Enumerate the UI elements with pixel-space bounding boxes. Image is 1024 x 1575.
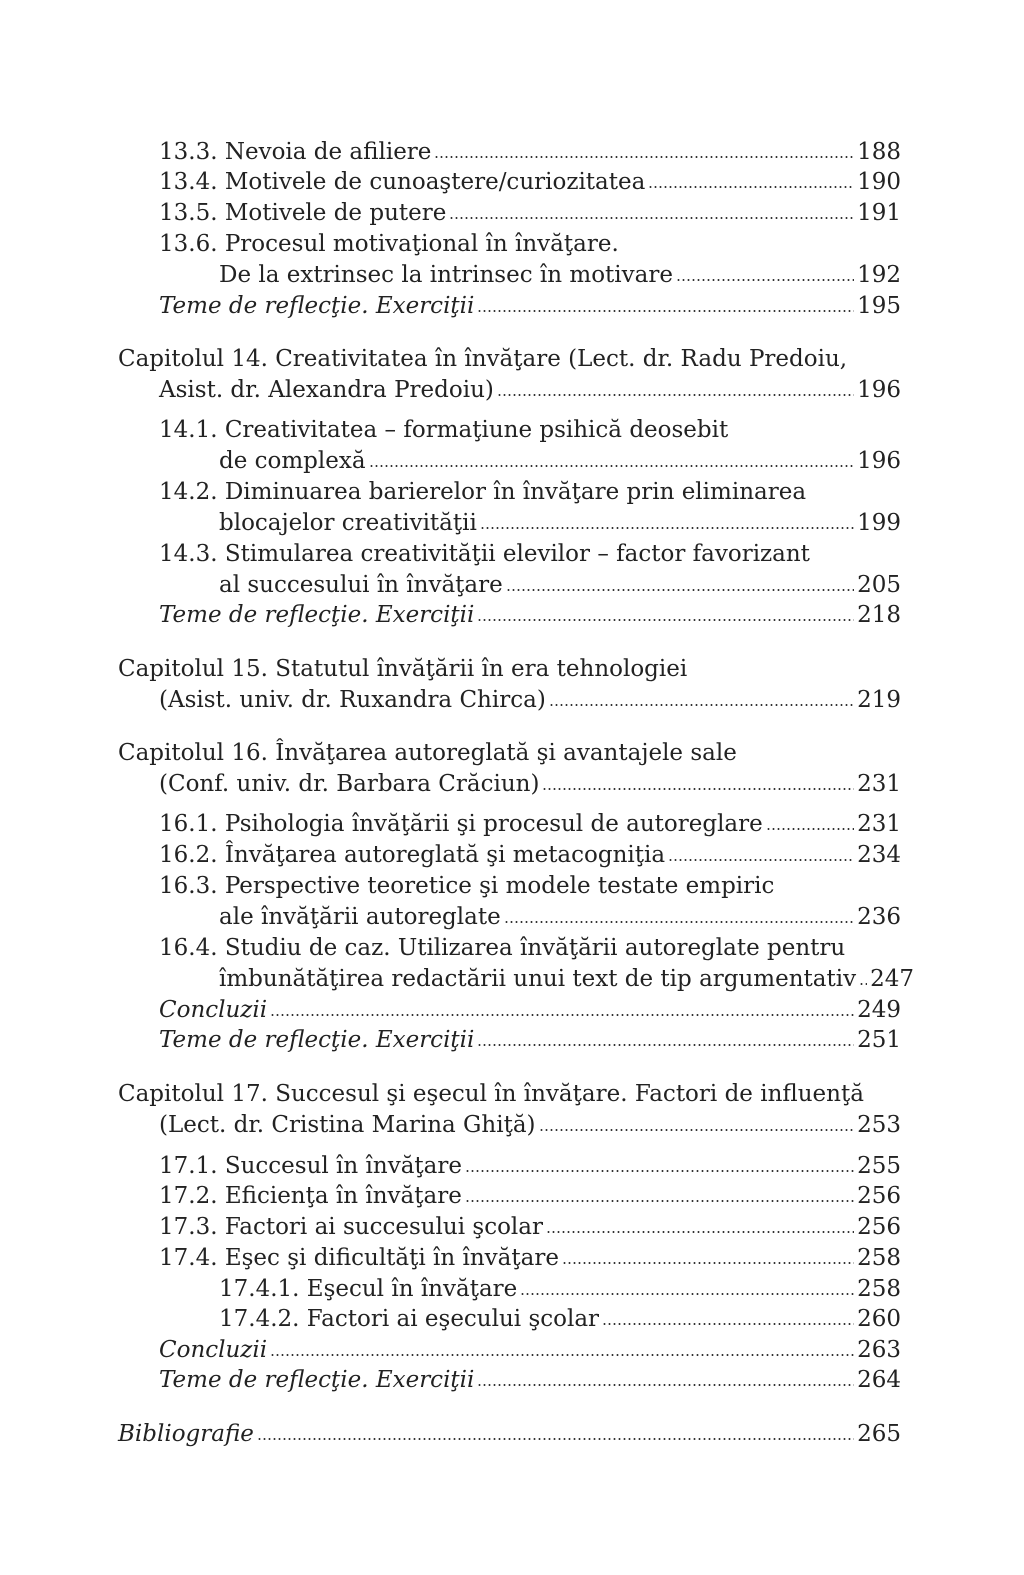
toc-entry-label: 13.5. Motivele de putere bbox=[159, 200, 447, 226]
toc-entry bbox=[159, 1213, 901, 1241]
toc-entry-page: 231 bbox=[857, 771, 901, 797]
toc-entry-page: 196 bbox=[857, 448, 901, 474]
toc-entry-page: 255 bbox=[857, 1153, 901, 1179]
toc-entry-page: 219 bbox=[857, 687, 901, 713]
toc-entry-label: al succesului în învăţare bbox=[219, 572, 503, 598]
toc-entry-page: 256 bbox=[857, 1214, 901, 1240]
dot-leader bbox=[549, 698, 854, 707]
dot-leader bbox=[504, 915, 854, 924]
toc-entry-label: De la extrinsec la intrinsec în motivare bbox=[219, 262, 673, 288]
toc-entry bbox=[159, 416, 901, 444]
toc-entry-label: Asist. dr. Alexandra Predoiu) bbox=[159, 377, 494, 403]
dot-leader bbox=[477, 304, 854, 313]
toc-entry-page: 199 bbox=[857, 510, 901, 536]
toc-entry-label: Capitolul 15. Statutul învăţării în era tehnologiei bbox=[118, 656, 688, 682]
toc-chapter bbox=[118, 1080, 901, 1108]
dot-leader bbox=[506, 583, 854, 592]
toc-entry-label: Capitolul 17. Succesul şi eşecul în învăţare. Factori de influenţă bbox=[118, 1081, 864, 1107]
toc-entry bbox=[159, 996, 901, 1024]
toc-entry-page: 196 bbox=[857, 377, 901, 403]
toc-entry-label: 16.1. Psihologia învăţării şi procesul de autoreglare bbox=[159, 811, 763, 837]
toc-entry bbox=[159, 601, 901, 629]
toc-entry-page: 256 bbox=[857, 1183, 901, 1209]
toc-entry bbox=[159, 1111, 901, 1139]
dot-leader bbox=[668, 853, 854, 862]
toc-entry-label: 14.2. Diminuarea barierelor în învăţare prin eliminarea bbox=[159, 479, 807, 505]
toc-entry-label: blocajelor creativităţii bbox=[219, 510, 477, 536]
toc-entry-label: Teme de reflecţie. Exerciţii bbox=[159, 1367, 475, 1393]
toc-entry bbox=[219, 509, 901, 537]
toc-entry-label: Concluzii bbox=[159, 1337, 268, 1363]
dot-leader bbox=[257, 1432, 854, 1441]
dot-leader bbox=[542, 782, 854, 791]
toc-entry-page: 251 bbox=[857, 1027, 901, 1053]
toc-entry-page: 253 bbox=[857, 1112, 901, 1138]
toc-entry bbox=[159, 478, 901, 506]
dot-leader bbox=[270, 1348, 854, 1357]
toc-entry-label: 14.3. Stimularea creativităţii elevilor – factor favorizant bbox=[159, 541, 810, 567]
toc-entry-page: 260 bbox=[857, 1306, 901, 1332]
toc-entry bbox=[159, 686, 901, 714]
toc-entry-label: 16.2. Învăţarea autoreglată şi metacogniţia bbox=[159, 842, 666, 868]
toc-entry-label: Teme de reflecţie. Exerciţii bbox=[159, 602, 475, 628]
dot-leader bbox=[369, 459, 855, 468]
toc-entry bbox=[219, 965, 914, 993]
dot-leader bbox=[562, 1256, 854, 1265]
toc-entry-label: 13.3. Nevoia de afiliere bbox=[159, 139, 432, 165]
dot-leader bbox=[546, 1225, 854, 1234]
dot-leader bbox=[602, 1317, 854, 1326]
toc-entry-page: 190 bbox=[857, 169, 901, 195]
dot-leader bbox=[477, 613, 854, 622]
toc-entry-label: Teme de reflecţie. Exerciţii bbox=[159, 1027, 475, 1053]
dot-leader bbox=[465, 1194, 854, 1203]
toc-entry-page: 265 bbox=[857, 1421, 901, 1447]
dot-leader bbox=[270, 1008, 854, 1017]
toc-entry bbox=[159, 292, 901, 320]
toc-entry bbox=[219, 903, 901, 931]
toc-chapter bbox=[118, 345, 901, 373]
toc-entry bbox=[159, 1244, 901, 1272]
toc-entry bbox=[219, 1305, 901, 1333]
toc-entry bbox=[219, 447, 901, 475]
dot-leader bbox=[465, 1164, 854, 1173]
toc-entry bbox=[159, 540, 901, 568]
toc-entry bbox=[159, 841, 901, 869]
toc-entry bbox=[219, 571, 901, 599]
toc-entry-page: 205 bbox=[857, 572, 901, 598]
toc-entry-label: 17.4. Eşec şi dificultăţi în învăţare bbox=[159, 1245, 559, 1271]
toc-entry bbox=[219, 261, 901, 289]
dot-leader bbox=[859, 977, 867, 986]
toc-entry-page: 195 bbox=[857, 293, 901, 319]
toc-entry-page: 258 bbox=[857, 1245, 901, 1271]
toc-entry-label: 17.3. Factori ai succesului şcolar bbox=[159, 1214, 543, 1240]
dot-leader bbox=[766, 822, 854, 831]
toc-entry bbox=[159, 770, 901, 798]
toc-entry-page: 231 bbox=[857, 811, 901, 837]
toc-entry-label: de complexă bbox=[219, 448, 366, 474]
toc-entry-page: 188 bbox=[857, 139, 901, 165]
dot-leader bbox=[648, 180, 854, 189]
toc-entry bbox=[159, 376, 901, 404]
toc-entry-page: 236 bbox=[857, 904, 901, 930]
toc-entry bbox=[159, 810, 901, 838]
dot-leader bbox=[539, 1123, 855, 1132]
dot-leader bbox=[520, 1287, 854, 1296]
dot-leader bbox=[676, 273, 854, 282]
toc-entry bbox=[159, 168, 901, 196]
toc-entry-label: 17.1. Succesul în învăţare bbox=[159, 1153, 462, 1179]
toc-entry-label: 16.3. Perspective teoretice şi modele testate empiric bbox=[159, 873, 775, 899]
toc-entry-page: 264 bbox=[857, 1367, 901, 1393]
toc-entry-page: 263 bbox=[857, 1337, 901, 1363]
toc-entry-label: Concluzii bbox=[159, 997, 268, 1023]
toc-entry-label: 16.4. Studiu de caz. Utilizarea învăţării autoreglate pentru bbox=[159, 935, 846, 961]
toc-entry-label: Bibliografie bbox=[118, 1421, 254, 1447]
toc-entry-label: (Conf. univ. dr. Barbara Crăciun) bbox=[159, 771, 540, 797]
toc-entry-label: Capitolul 14. Creativitatea în învăţare (Lect. dr. Radu Predoiu, bbox=[118, 346, 848, 372]
toc-chapter bbox=[118, 739, 901, 767]
toc-entry bbox=[159, 1366, 901, 1394]
dot-leader bbox=[480, 521, 854, 530]
toc-entry-page: 191 bbox=[857, 200, 901, 226]
toc-entry bbox=[159, 934, 901, 962]
toc-entry-label: 17.4.2. Factori ai eşecului şcolar bbox=[219, 1306, 600, 1332]
toc-entry-page: 247 bbox=[870, 966, 914, 992]
toc-entry-page: 192 bbox=[857, 262, 901, 288]
dot-leader bbox=[477, 1378, 854, 1387]
toc-chapter bbox=[118, 655, 901, 683]
toc-entry bbox=[118, 1420, 901, 1448]
toc-entry-page: 258 bbox=[857, 1276, 901, 1302]
dot-leader bbox=[497, 388, 854, 397]
toc-entry-label: 13.6. Procesul motivaţional în învăţare. bbox=[159, 231, 619, 257]
toc-entry bbox=[159, 199, 901, 227]
toc-entry-page: 249 bbox=[857, 997, 901, 1023]
toc-entry bbox=[159, 230, 901, 258]
toc-entry-label: îmbunătăţirea redactării unui text de tip argumentativ bbox=[219, 966, 857, 992]
toc-entry-label: 14.1. Creativitatea – formaţiune psihică deosebit bbox=[159, 417, 729, 443]
toc-entry bbox=[159, 872, 901, 900]
toc-entry-label: Teme de reflecţie. Exerciţii bbox=[159, 293, 475, 319]
toc-entry-page: 218 bbox=[857, 602, 901, 628]
toc-entry bbox=[159, 138, 901, 166]
toc-entry bbox=[219, 1275, 901, 1303]
toc-entry bbox=[159, 1182, 901, 1210]
dot-leader bbox=[449, 211, 854, 220]
toc-entry-label: Capitolul 16. Învăţarea autoreglată şi avantajele sale bbox=[118, 740, 737, 766]
toc-entry-label: (Lect. dr. Cristina Marina Ghiţă) bbox=[159, 1112, 536, 1138]
dot-leader bbox=[434, 150, 854, 159]
dot-leader bbox=[477, 1038, 854, 1047]
toc-entry-page: 234 bbox=[857, 842, 901, 868]
toc-entry bbox=[159, 1026, 901, 1054]
toc-entry-label: 17.2. Eficienţa în învăţare bbox=[159, 1183, 462, 1209]
toc-entry-label: ale învăţării autoreglate bbox=[219, 904, 501, 930]
toc-entry-label: 17.4.1. Eşecul în învăţare bbox=[219, 1276, 518, 1302]
toc-entry bbox=[159, 1152, 901, 1180]
toc-entry bbox=[159, 1336, 901, 1364]
toc-entry-label: 13.4. Motivele de cunoaştere/curiozitatea bbox=[159, 169, 646, 195]
toc-entry-label: (Asist. univ. dr. Ruxandra Chirca) bbox=[159, 687, 546, 713]
